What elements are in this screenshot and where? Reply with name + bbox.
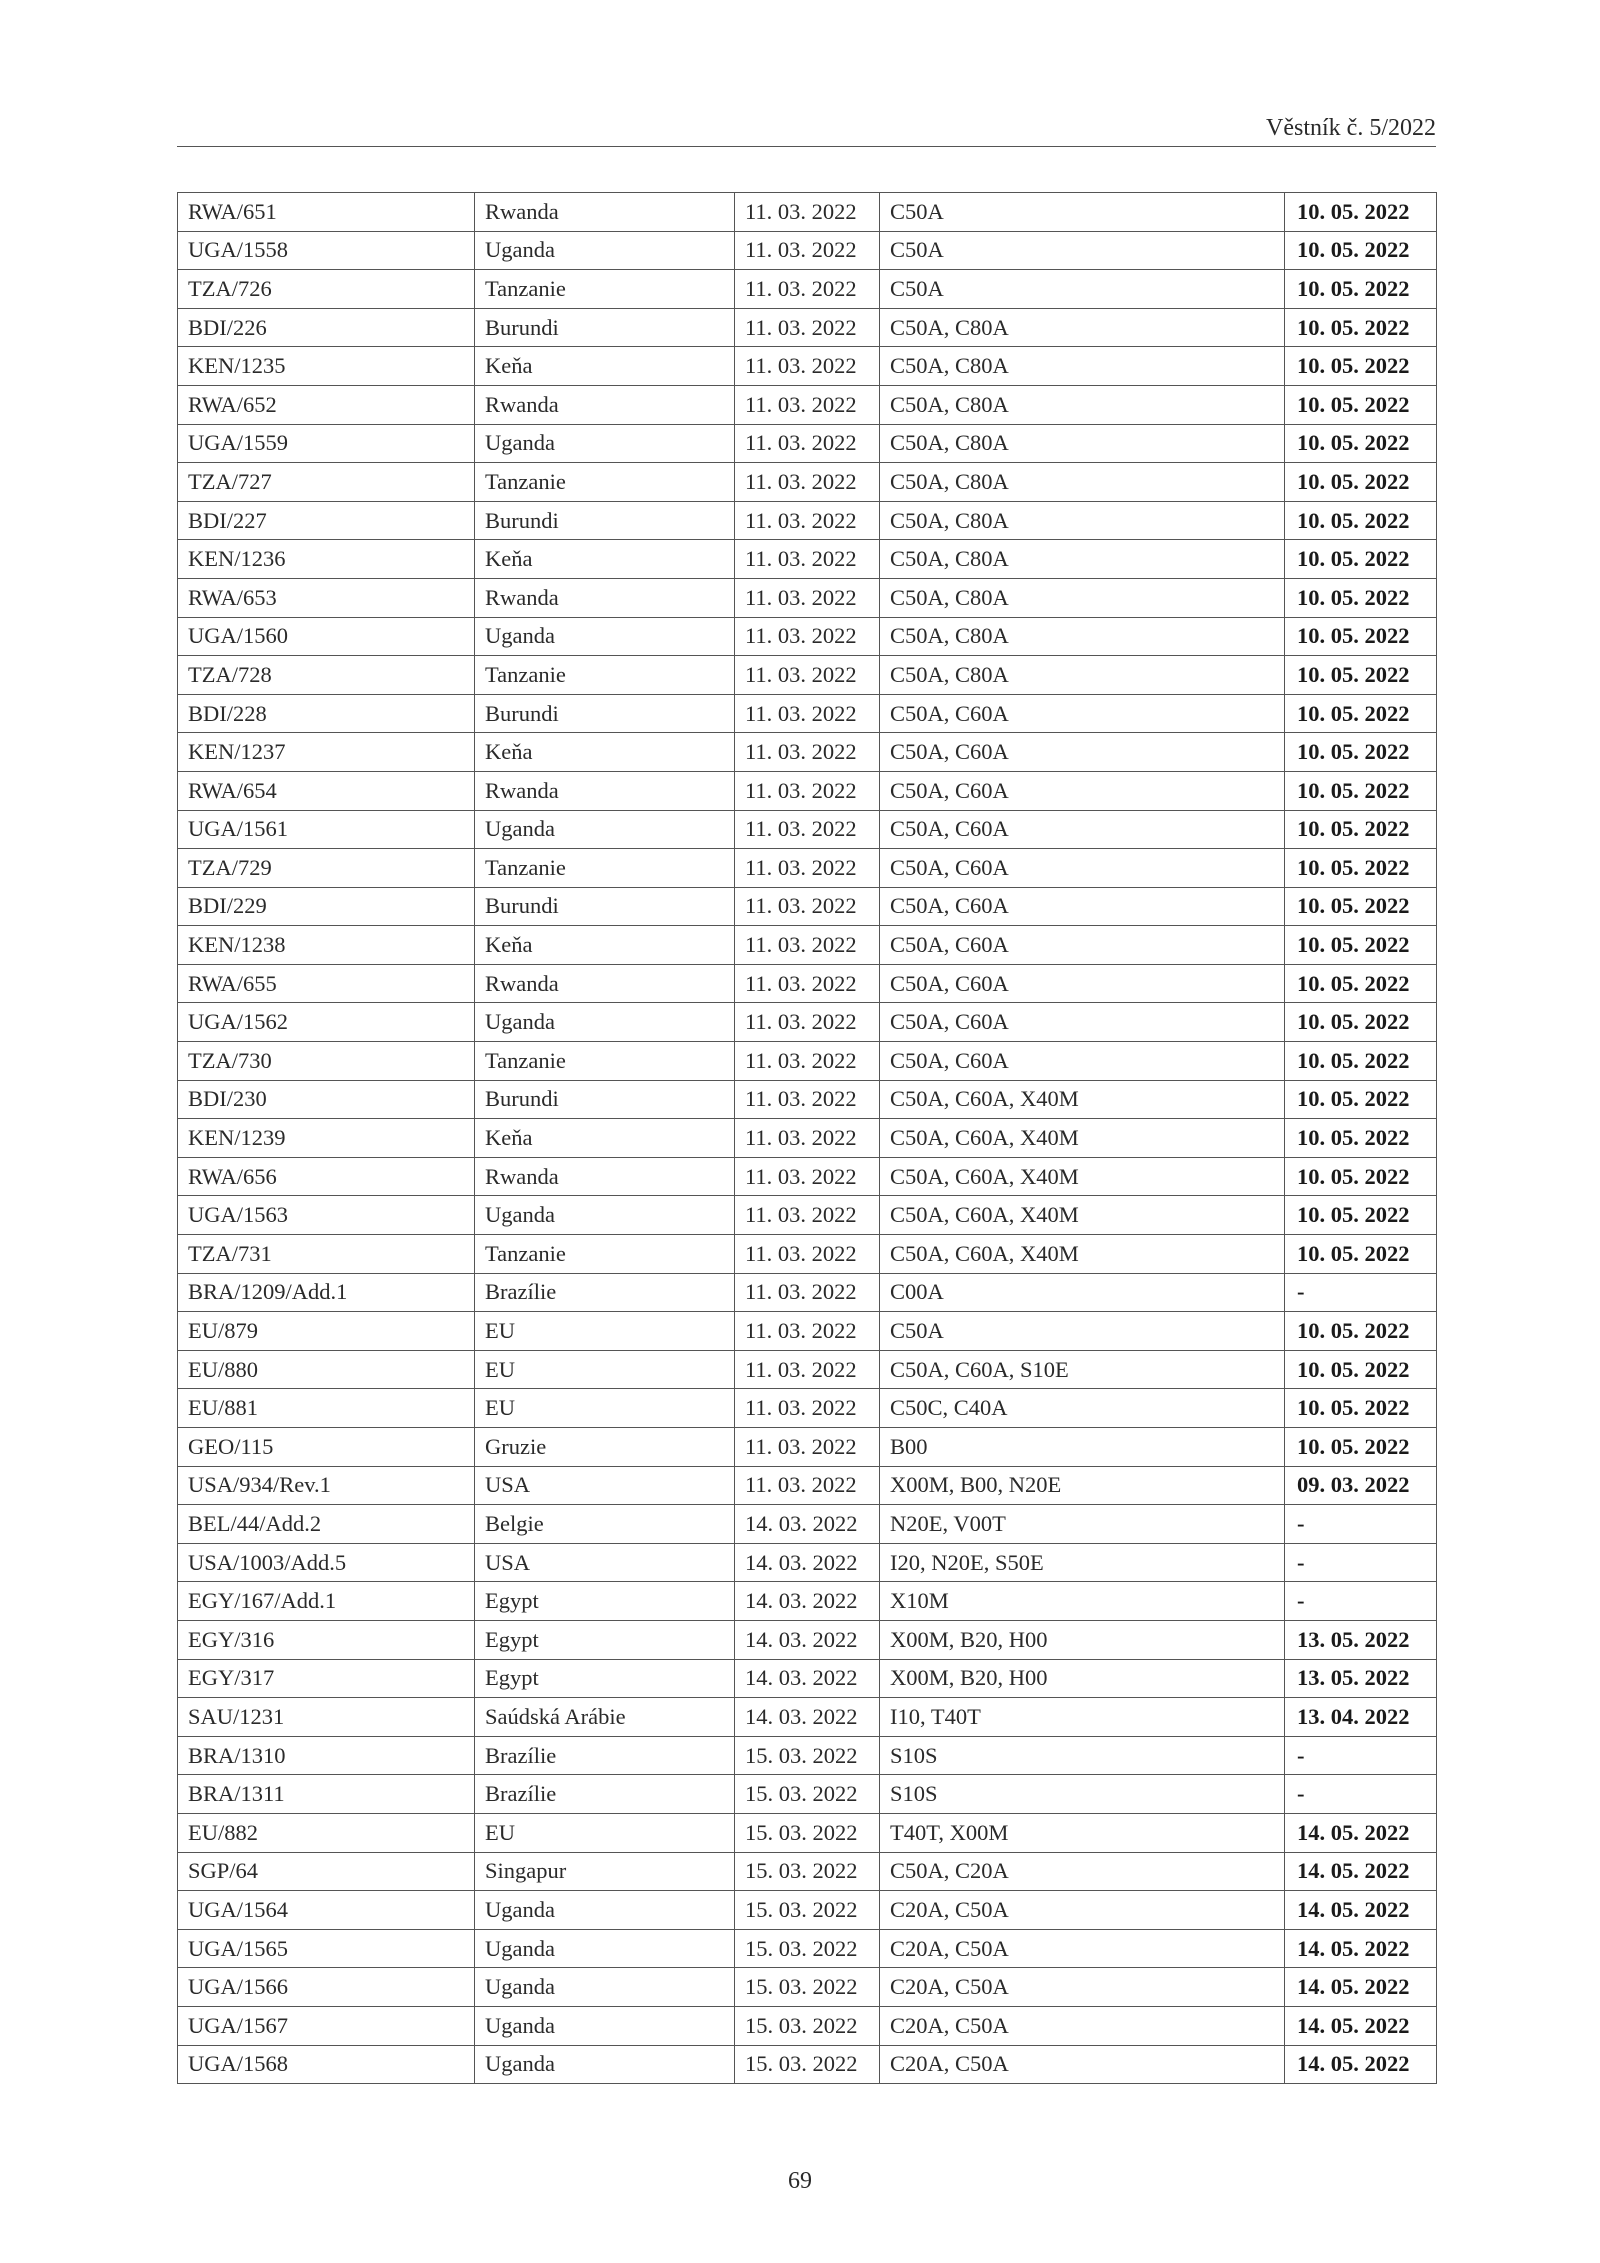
date-cell: 11. 03. 2022 [735, 1003, 880, 1042]
deadline-cell: 10. 05. 2022 [1285, 424, 1437, 463]
codes-cell: B00 [880, 1428, 1285, 1467]
table-row [178, 347, 1437, 386]
symbol-cell: UGA/1558 [178, 231, 475, 270]
deadline-cell: 10. 05. 2022 [1285, 1042, 1437, 1081]
symbol-cell: UGA/1566 [178, 1968, 475, 2007]
deadline-cell: 10. 05. 2022 [1285, 1389, 1437, 1428]
codes-cell: C50A, C80A [880, 463, 1285, 502]
date-cell: 11. 03. 2022 [735, 926, 880, 965]
date-cell: 14. 03. 2022 [735, 1543, 880, 1582]
country-cell: Rwanda [475, 578, 735, 617]
country-cell: Rwanda [475, 385, 735, 424]
table-row [178, 1659, 1437, 1698]
country-cell: Rwanda [475, 771, 735, 810]
deadline-cell: 10. 05. 2022 [1285, 270, 1437, 309]
date-cell: 11. 03. 2022 [735, 1389, 880, 1428]
codes-cell: C00A [880, 1273, 1285, 1312]
symbol-cell: GEO/115 [178, 1428, 475, 1467]
date-cell: 11. 03. 2022 [735, 501, 880, 540]
symbol-cell: SGP/64 [178, 1852, 475, 1891]
symbol-cell: UGA/1563 [178, 1196, 475, 1235]
country-cell: Tanzanie [475, 849, 735, 888]
country-cell: Uganda [475, 2045, 735, 2084]
codes-cell: C50A, C60A [880, 849, 1285, 888]
country-cell: Uganda [475, 1891, 735, 1930]
table-row [178, 385, 1437, 424]
page-number: 69 [788, 2168, 812, 2194]
country-cell: Burundi [475, 887, 735, 926]
codes-cell: C20A, C50A [880, 2045, 1285, 2084]
symbol-cell: BRA/1311 [178, 1775, 475, 1814]
codes-cell: X00M, B20, H00 [880, 1620, 1285, 1659]
date-cell: 11. 03. 2022 [735, 270, 880, 309]
table-row [178, 1543, 1437, 1582]
codes-cell: X00M, B20, H00 [880, 1659, 1285, 1698]
codes-cell: C50C, C40A [880, 1389, 1285, 1428]
codes-cell: C20A, C50A [880, 1968, 1285, 2007]
table-row [178, 1273, 1437, 1312]
date-cell: 15. 03. 2022 [735, 1929, 880, 1968]
symbol-cell: RWA/651 [178, 193, 475, 232]
codes-cell: C50A, C60A [880, 1003, 1285, 1042]
symbol-cell: BDI/229 [178, 887, 475, 926]
table-row [178, 2006, 1437, 2045]
country-cell: Belgie [475, 1505, 735, 1544]
deadline-cell: 10. 05. 2022 [1285, 231, 1437, 270]
date-cell: 11. 03. 2022 [735, 1312, 880, 1351]
country-cell: Brazílie [475, 1273, 735, 1312]
table-row [178, 1698, 1437, 1737]
codes-cell: C20A, C50A [880, 1929, 1285, 1968]
date-cell: 11. 03. 2022 [735, 1080, 880, 1119]
deadline-cell: - [1285, 1582, 1437, 1621]
notification-table [177, 192, 1437, 2084]
date-cell: 15. 03. 2022 [735, 1968, 880, 2007]
table-row [178, 2045, 1437, 2084]
country-cell: Tanzanie [475, 1235, 735, 1274]
table-row [178, 540, 1437, 579]
page-header [177, 110, 1436, 147]
deadline-cell: 14. 05. 2022 [1285, 2006, 1437, 2045]
table-row [178, 1042, 1437, 1081]
deadline-cell: 10. 05. 2022 [1285, 347, 1437, 386]
table-row [178, 887, 1437, 926]
table-row [178, 308, 1437, 347]
date-cell: 11. 03. 2022 [735, 424, 880, 463]
date-cell: 11. 03. 2022 [735, 694, 880, 733]
codes-cell: C50A, C80A [880, 501, 1285, 540]
date-cell: 15. 03. 2022 [735, 1813, 880, 1852]
date-cell: 15. 03. 2022 [735, 1775, 880, 1814]
table-row [178, 617, 1437, 656]
date-cell: 15. 03. 2022 [735, 1736, 880, 1775]
deadline-cell: 10. 05. 2022 [1285, 540, 1437, 579]
date-cell: 11. 03. 2022 [735, 1196, 880, 1235]
symbol-cell: BDI/226 [178, 308, 475, 347]
country-cell: Uganda [475, 1003, 735, 1042]
country-cell: Burundi [475, 308, 735, 347]
date-cell: 14. 03. 2022 [735, 1505, 880, 1544]
symbol-cell: EU/882 [178, 1813, 475, 1852]
symbol-cell: EU/881 [178, 1389, 475, 1428]
date-cell: 11. 03. 2022 [735, 617, 880, 656]
codes-cell: C50A, C60A [880, 1042, 1285, 1081]
deadline-cell: 10. 05. 2022 [1285, 964, 1437, 1003]
date-cell: 11. 03. 2022 [735, 308, 880, 347]
date-cell: 11. 03. 2022 [735, 463, 880, 502]
codes-cell: C50A, C80A [880, 385, 1285, 424]
table-row [178, 231, 1437, 270]
country-cell: Egypt [475, 1620, 735, 1659]
symbol-cell: RWA/656 [178, 1157, 475, 1196]
symbol-cell: UGA/1562 [178, 1003, 475, 1042]
deadline-cell: 10. 05. 2022 [1285, 463, 1437, 502]
date-cell: 11. 03. 2022 [735, 1466, 880, 1505]
deadline-cell: 10. 05. 2022 [1285, 694, 1437, 733]
date-cell: 11. 03. 2022 [735, 1273, 880, 1312]
date-cell: 14. 03. 2022 [735, 1659, 880, 1698]
country-cell: Saúdská Arábie [475, 1698, 735, 1737]
symbol-cell: UGA/1561 [178, 810, 475, 849]
codes-cell: C50A, C60A, X40M [880, 1196, 1285, 1235]
country-cell: Burundi [475, 1080, 735, 1119]
deadline-cell: - [1285, 1775, 1437, 1814]
codes-cell: C50A, C80A [880, 540, 1285, 579]
codes-cell: C50A, C60A [880, 810, 1285, 849]
table-row [178, 1929, 1437, 1968]
date-cell: 15. 03. 2022 [735, 1852, 880, 1891]
codes-cell: C50A, C60A [880, 771, 1285, 810]
symbol-cell: UGA/1559 [178, 424, 475, 463]
table-row [178, 501, 1437, 540]
symbol-cell: EU/880 [178, 1350, 475, 1389]
date-cell: 11. 03. 2022 [735, 1350, 880, 1389]
country-cell: Rwanda [475, 964, 735, 1003]
country-cell: Burundi [475, 694, 735, 733]
table-row [178, 1775, 1437, 1814]
date-cell: 14. 03. 2022 [735, 1582, 880, 1621]
table-row [178, 1235, 1437, 1274]
table-row [178, 964, 1437, 1003]
codes-cell: C50A, C60A [880, 964, 1285, 1003]
deadline-cell: 14. 05. 2022 [1285, 2045, 1437, 2084]
country-cell: Uganda [475, 231, 735, 270]
deadline-cell: 10. 05. 2022 [1285, 771, 1437, 810]
codes-cell: C50A, C60A [880, 733, 1285, 772]
symbol-cell: TZA/727 [178, 463, 475, 502]
country-cell: USA [475, 1543, 735, 1582]
country-cell: EU [475, 1350, 735, 1389]
date-cell: 11. 03. 2022 [735, 887, 880, 926]
table-row [178, 270, 1437, 309]
table-row [178, 1312, 1437, 1351]
deadline-cell: - [1285, 1273, 1437, 1312]
country-cell: Rwanda [475, 1157, 735, 1196]
deadline-cell: 10. 05. 2022 [1285, 1119, 1437, 1158]
country-cell: EU [475, 1813, 735, 1852]
table-row [178, 733, 1437, 772]
deadline-cell: 10. 05. 2022 [1285, 926, 1437, 965]
symbol-cell: USA/934/Rev.1 [178, 1466, 475, 1505]
codes-cell: C50A, C60A, X40M [880, 1080, 1285, 1119]
deadline-cell: 10. 05. 2022 [1285, 1312, 1437, 1351]
codes-cell: C50A [880, 231, 1285, 270]
date-cell: 15. 03. 2022 [735, 2045, 880, 2084]
table-row [178, 694, 1437, 733]
country-cell: EU [475, 1312, 735, 1351]
symbol-cell: BEL/44/Add.2 [178, 1505, 475, 1544]
table-row [178, 1389, 1437, 1428]
deadline-cell: 10. 05. 2022 [1285, 733, 1437, 772]
table-row [178, 1968, 1437, 2007]
deadline-cell: 10. 05. 2022 [1285, 578, 1437, 617]
deadline-cell: 13. 04. 2022 [1285, 1698, 1437, 1737]
symbol-cell: BDI/227 [178, 501, 475, 540]
table-row [178, 1466, 1437, 1505]
symbol-cell: KEN/1238 [178, 926, 475, 965]
codes-cell: C50A, C60A [880, 694, 1285, 733]
table-row [178, 926, 1437, 965]
date-cell: 11. 03. 2022 [735, 540, 880, 579]
codes-cell: S10S [880, 1775, 1285, 1814]
country-cell: Singapur [475, 1852, 735, 1891]
date-cell: 14. 03. 2022 [735, 1698, 880, 1737]
table-row [178, 1196, 1437, 1235]
deadline-cell: 10. 05. 2022 [1285, 1428, 1437, 1467]
table-row [178, 849, 1437, 888]
table-row [178, 1505, 1437, 1544]
table-row [178, 656, 1437, 695]
symbol-cell: RWA/655 [178, 964, 475, 1003]
codes-cell: C50A, C60A, X40M [880, 1119, 1285, 1158]
deadline-cell: 10. 05. 2022 [1285, 1196, 1437, 1235]
deadline-cell: 10. 05. 2022 [1285, 887, 1437, 926]
country-cell: USA [475, 1466, 735, 1505]
codes-cell: C50A, C80A [880, 617, 1285, 656]
date-cell: 11. 03. 2022 [735, 347, 880, 386]
date-cell: 11. 03. 2022 [735, 810, 880, 849]
date-cell: 11. 03. 2022 [735, 849, 880, 888]
symbol-cell: KEN/1236 [178, 540, 475, 579]
date-cell: 11. 03. 2022 [735, 1042, 880, 1081]
country-cell: Keňa [475, 733, 735, 772]
table-body [178, 193, 1437, 2084]
country-cell: Uganda [475, 810, 735, 849]
country-cell: Uganda [475, 424, 735, 463]
codes-cell: C50A, C80A [880, 656, 1285, 695]
codes-cell: C50A [880, 270, 1285, 309]
codes-cell: X00M, B00, N20E [880, 1466, 1285, 1505]
table-row [178, 1813, 1437, 1852]
country-cell: Uganda [475, 1196, 735, 1235]
deadline-cell: 10. 05. 2022 [1285, 656, 1437, 695]
codes-cell: C50A, C60A, X40M [880, 1235, 1285, 1274]
country-cell: Rwanda [475, 193, 735, 232]
table-row [178, 1350, 1437, 1389]
deadline-cell: - [1285, 1736, 1437, 1775]
table-row [178, 578, 1437, 617]
deadline-cell: 10. 05. 2022 [1285, 1003, 1437, 1042]
codes-cell: C50A, C80A [880, 347, 1285, 386]
country-cell: Uganda [475, 1968, 735, 2007]
country-cell: Egypt [475, 1582, 735, 1621]
deadline-cell: 14. 05. 2022 [1285, 1891, 1437, 1930]
symbol-cell: UGA/1565 [178, 1929, 475, 1968]
symbol-cell: TZA/730 [178, 1042, 475, 1081]
deadline-cell: 10. 05. 2022 [1285, 810, 1437, 849]
date-cell: 11. 03. 2022 [735, 231, 880, 270]
deadline-cell: 10. 05. 2022 [1285, 1080, 1437, 1119]
deadline-cell: 10. 05. 2022 [1285, 1235, 1437, 1274]
deadline-cell: 14. 05. 2022 [1285, 1852, 1437, 1891]
deadline-cell: 10. 05. 2022 [1285, 1350, 1437, 1389]
symbol-cell: EGY/167/Add.1 [178, 1582, 475, 1621]
country-cell: Egypt [475, 1659, 735, 1698]
symbol-cell: RWA/653 [178, 578, 475, 617]
symbol-cell: EGY/317 [178, 1659, 475, 1698]
date-cell: 11. 03. 2022 [735, 1428, 880, 1467]
country-cell: EU [475, 1389, 735, 1428]
table-row [178, 463, 1437, 502]
date-cell: 11. 03. 2022 [735, 1119, 880, 1158]
date-cell: 11. 03. 2022 [735, 1235, 880, 1274]
table-row [178, 771, 1437, 810]
codes-cell: T40T, X00M [880, 1813, 1285, 1852]
date-cell: 11. 03. 2022 [735, 656, 880, 695]
symbol-cell: BRA/1209/Add.1 [178, 1273, 475, 1312]
symbol-cell: SAU/1231 [178, 1698, 475, 1737]
deadline-cell: 10. 05. 2022 [1285, 308, 1437, 347]
codes-cell: C20A, C50A [880, 2006, 1285, 2045]
country-cell: Brazílie [475, 1775, 735, 1814]
symbol-cell: KEN/1239 [178, 1119, 475, 1158]
codes-cell: X10M [880, 1582, 1285, 1621]
table-row [178, 1157, 1437, 1196]
deadline-cell: 14. 05. 2022 [1285, 1968, 1437, 2007]
country-cell: Tanzanie [475, 463, 735, 502]
table-row [178, 424, 1437, 463]
deadline-cell: 10. 05. 2022 [1285, 501, 1437, 540]
codes-cell: S10S [880, 1736, 1285, 1775]
table-row [178, 1736, 1437, 1775]
deadline-cell: - [1285, 1505, 1437, 1544]
deadline-cell: 14. 05. 2022 [1285, 1813, 1437, 1852]
country-cell: Tanzanie [475, 1042, 735, 1081]
codes-cell: C50A, C60A, X40M [880, 1157, 1285, 1196]
country-cell: Burundi [475, 501, 735, 540]
deadline-cell: 13. 05. 2022 [1285, 1659, 1437, 1698]
symbol-cell: TZA/728 [178, 656, 475, 695]
symbol-cell: TZA/729 [178, 849, 475, 888]
symbol-cell: UGA/1564 [178, 1891, 475, 1930]
deadline-cell: 09. 03. 2022 [1285, 1466, 1437, 1505]
codes-cell: C50A [880, 193, 1285, 232]
date-cell: 11. 03. 2022 [735, 733, 880, 772]
table-row [178, 1620, 1437, 1659]
symbol-cell: BDI/228 [178, 694, 475, 733]
date-cell: 11. 03. 2022 [735, 1157, 880, 1196]
table-row [178, 1428, 1437, 1467]
country-cell: Brazílie [475, 1736, 735, 1775]
date-cell: 11. 03. 2022 [735, 964, 880, 1003]
codes-cell: N20E, V00T [880, 1505, 1285, 1544]
country-cell: Keňa [475, 347, 735, 386]
date-cell: 15. 03. 2022 [735, 1891, 880, 1930]
codes-cell: C50A, C80A [880, 578, 1285, 617]
codes-cell: C50A, C20A [880, 1852, 1285, 1891]
symbol-cell: BRA/1310 [178, 1736, 475, 1775]
deadline-cell: 10. 05. 2022 [1285, 193, 1437, 232]
symbol-cell: KEN/1237 [178, 733, 475, 772]
deadline-cell: 13. 05. 2022 [1285, 1620, 1437, 1659]
table-row [178, 1003, 1437, 1042]
symbol-cell: USA/1003/Add.5 [178, 1543, 475, 1582]
date-cell: 11. 03. 2022 [735, 385, 880, 424]
country-cell: Keňa [475, 926, 735, 965]
bulletin-title: Věstník č. 5/2022 [1266, 115, 1436, 141]
deadline-cell: 10. 05. 2022 [1285, 1157, 1437, 1196]
symbol-cell: KEN/1235 [178, 347, 475, 386]
date-cell: 11. 03. 2022 [735, 771, 880, 810]
country-cell: Uganda [475, 1929, 735, 1968]
codes-cell: C50A, C60A [880, 926, 1285, 965]
codes-cell: C50A, C80A [880, 424, 1285, 463]
date-cell: 11. 03. 2022 [735, 578, 880, 617]
table-row [178, 193, 1437, 232]
codes-cell: I20, N20E, S50E [880, 1543, 1285, 1582]
date-cell: 11. 03. 2022 [735, 193, 880, 232]
country-cell: Gruzie [475, 1428, 735, 1467]
deadline-cell: 10. 05. 2022 [1285, 617, 1437, 656]
symbol-cell: UGA/1567 [178, 2006, 475, 2045]
table-row [178, 810, 1437, 849]
symbol-cell: RWA/654 [178, 771, 475, 810]
symbol-cell: EGY/316 [178, 1620, 475, 1659]
date-cell: 15. 03. 2022 [735, 2006, 880, 2045]
table-row [178, 1582, 1437, 1621]
codes-cell: I10, T40T [880, 1698, 1285, 1737]
symbol-cell: TZA/726 [178, 270, 475, 309]
deadline-cell: 10. 05. 2022 [1285, 385, 1437, 424]
country-cell: Uganda [475, 617, 735, 656]
country-cell: Keňa [475, 540, 735, 579]
country-cell: Keňa [475, 1119, 735, 1158]
deadline-cell: 14. 05. 2022 [1285, 1929, 1437, 1968]
codes-cell: C20A, C50A [880, 1891, 1285, 1930]
country-cell: Tanzanie [475, 656, 735, 695]
symbol-cell: TZA/731 [178, 1235, 475, 1274]
symbol-cell: BDI/230 [178, 1080, 475, 1119]
codes-cell: C50A, C80A [880, 308, 1285, 347]
date-cell: 14. 03. 2022 [735, 1620, 880, 1659]
codes-cell: C50A, C60A [880, 887, 1285, 926]
table-row [178, 1891, 1437, 1930]
codes-cell: C50A, C60A, S10E [880, 1350, 1285, 1389]
table-row [178, 1852, 1437, 1891]
symbol-cell: UGA/1560 [178, 617, 475, 656]
table-row [178, 1080, 1437, 1119]
symbol-cell: UGA/1568 [178, 2045, 475, 2084]
symbol-cell: RWA/652 [178, 385, 475, 424]
codes-cell: C50A [880, 1312, 1285, 1351]
country-cell: Uganda [475, 2006, 735, 2045]
symbol-cell: EU/879 [178, 1312, 475, 1351]
country-cell: Tanzanie [475, 270, 735, 309]
deadline-cell: 10. 05. 2022 [1285, 849, 1437, 888]
table-row [178, 1119, 1437, 1158]
deadline-cell: - [1285, 1543, 1437, 1582]
